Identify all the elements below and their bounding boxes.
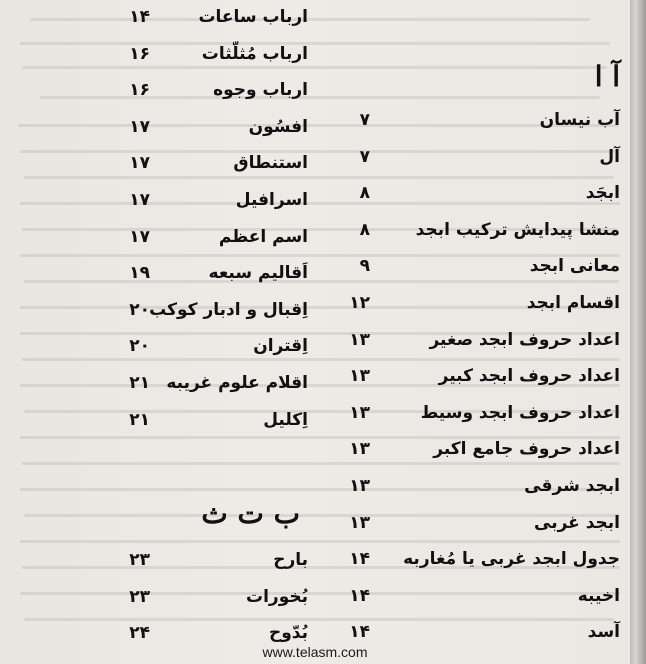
page-number: ۲۳: [129, 586, 150, 607]
website-watermark: www.telasm.com: [262, 644, 368, 660]
index-entry: [0, 582, 646, 612]
index-term: اسم اعظم: [218, 226, 308, 247]
index-term: اَقالیم سبعه: [208, 263, 308, 284]
page-number: ۱۳: [349, 439, 370, 460]
index-term: ارباب ساعات: [198, 7, 308, 27]
page-number: ۱۴: [349, 549, 370, 570]
section-heading-be-te-se: ب ت ث: [201, 497, 300, 530]
index-term: اعداد حروف ابجد کبیر: [438, 366, 620, 387]
index-term: بُخورات: [246, 586, 308, 607]
index-term: اِقتران: [253, 336, 308, 357]
page-number: ۱۴: [349, 622, 370, 643]
page-number: ۱۳: [349, 366, 370, 387]
index-term: بُدّوح: [268, 623, 308, 644]
index-term: اعداد حروف ابجد وسیط: [420, 402, 620, 423]
index-term: معانی ابجد: [529, 256, 620, 277]
page-number: ۷: [359, 110, 370, 130]
page-number: ۱۴: [349, 585, 370, 606]
index-entry: [0, 148, 646, 178]
index-term: اِقبال و ادبار کوکب: [149, 299, 308, 320]
page-number: ۱۷: [129, 190, 150, 210]
index-term: آل: [599, 146, 620, 167]
page-number: ۱۹: [129, 263, 150, 284]
index-term: بارح: [273, 550, 308, 570]
index-entry: [0, 405, 646, 435]
index-entry: [0, 258, 646, 288]
page-number: ۲۴: [129, 623, 150, 644]
index-term: افسُون: [248, 116, 308, 137]
index-term: اسرافیل: [235, 190, 308, 210]
index-term: استنطاق: [233, 153, 308, 174]
index-term: ابجَد: [585, 183, 620, 204]
page-number: ۱۷: [129, 153, 150, 174]
page-number: ۱۳: [349, 476, 370, 496]
index-term: ابجد شرقی: [524, 476, 620, 496]
index-term: ابجد غربی: [534, 512, 620, 533]
page-number: ۱۳: [349, 329, 370, 350]
page-number: ۲۳: [129, 550, 150, 570]
section-heading-alef: آ ا: [594, 60, 620, 93]
index-term: اِکلیل: [263, 409, 308, 430]
page-number: ۹: [359, 256, 370, 277]
index-term: اعداد حروف جامع اکبر: [433, 439, 620, 460]
page-number: ۱۲: [349, 293, 370, 313]
index-entry: [0, 331, 646, 361]
index-entry: [0, 2, 646, 32]
index-term: آسد: [587, 622, 620, 643]
index-entry: [0, 368, 646, 398]
index-entry: [0, 508, 646, 538]
index-entry: [0, 471, 646, 501]
index-entry: [0, 434, 646, 464]
page-number: ۲۱: [129, 373, 150, 393]
index-entry: [0, 39, 646, 69]
page-number: ۱۳: [349, 512, 370, 533]
index-term: منشا پیدایش ترکیب ابجد: [415, 219, 620, 240]
page-number: ۸: [359, 183, 370, 204]
index-term: اخیبه: [577, 585, 620, 606]
page-number: ۱۴: [129, 7, 150, 27]
page-number: ۸: [359, 219, 370, 240]
index-term: اقسام ابجد: [526, 293, 620, 313]
index-entry: [0, 75, 646, 105]
page-number: ۱۷: [129, 116, 150, 137]
index-entry: [0, 545, 646, 575]
index-term: ارباب مُثلّثات: [201, 43, 308, 64]
index-term: جدول ابجد غربی یا مُغاربه: [403, 549, 620, 570]
index-entry: [0, 112, 646, 142]
page-number: ۲۰: [129, 299, 150, 320]
page-number: ۱۶: [129, 43, 150, 64]
index-entry: [0, 222, 646, 252]
page-number: ۱۳: [349, 402, 370, 423]
page-number: ۱۷: [129, 226, 150, 247]
page-number: ۲۱: [129, 409, 150, 430]
index-term: اعداد حروف ابجد صغیر: [429, 329, 620, 350]
index-term: آب نیسان: [539, 110, 620, 130]
index-entry: [0, 295, 646, 325]
index-entry: [0, 185, 646, 215]
index-term: ارباب وجوه: [213, 80, 308, 101]
page-number: ۲۰: [129, 336, 150, 357]
page-number: ۱۶: [129, 80, 150, 101]
page-number: ۷: [359, 146, 370, 167]
index-term: اقلام علوم غریبه: [166, 373, 308, 393]
